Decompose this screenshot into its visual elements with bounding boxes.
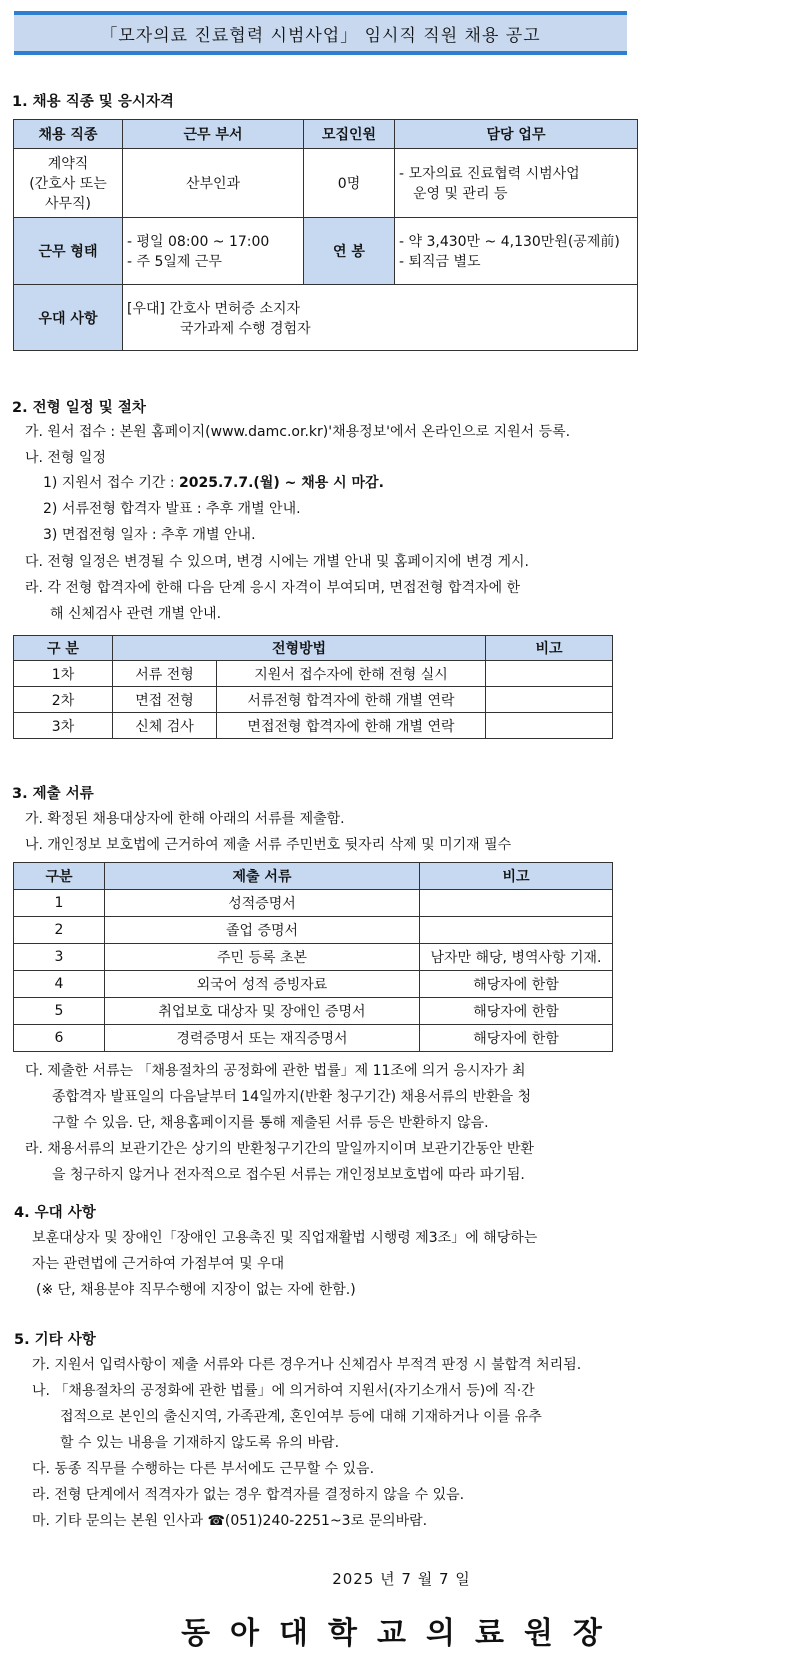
selection-table <box>13 635 613 739</box>
col-job-type: 채용 직종 <box>14 120 123 149</box>
preference-cell: [우대] 간호사 면허증 소지자 국가과제 수행 경험자 <box>123 285 638 351</box>
section4-heading: 4. 우대 사항 <box>14 1205 96 1221</box>
section5-heading: 5. 기타 사항 <box>14 1332 96 1348</box>
s3-line-d2: 을 청구하지 않거나 전자적으로 접수된 서류는 개인정보보호법에 따라 파기됨. <box>52 1167 525 1183</box>
col-doc-note: 비고 <box>420 863 613 890</box>
col-stage: 구 분 <box>14 636 113 661</box>
table-row: 3 주민 등록 초본 남자만 해당, 병역사항 기재. <box>14 944 613 971</box>
table-row: 2 졸업 증명서 <box>14 917 613 944</box>
col-note: 비고 <box>486 636 613 661</box>
table-row: 1 성적증명서 <box>14 890 613 917</box>
preference-label: 우대 사항 <box>14 285 123 351</box>
table-row: 3차 신체 검사 면접전형 합격자에 한해 개별 연락 <box>14 713 613 739</box>
s5-line-d: 라. 전형 단계에서 적격자가 없는 경우 합격자를 결정하지 않을 수 있음. <box>32 1487 465 1503</box>
work-type-cell: - 평일 08:00 ~ 17:00 - 주 5일제 근무 <box>123 218 304 285</box>
s5-line-e: 마. 기타 문의는 본원 인사과 ☎(051)240-2251~3로 문의바람. <box>32 1513 428 1529</box>
salary-label: 연 봉 <box>304 218 395 285</box>
s3-line-a: 가. 확정된 채용대상자에 한해 아래의 서류를 제출함. <box>25 811 345 827</box>
recruit-table <box>13 119 638 351</box>
salary-cell: - 약 3,430만 ~ 4,130만원(공제前) - 퇴직금 별도 <box>395 218 638 285</box>
s3-line-c1: 다. 제출한 서류는 「채용절차의 공정화에 관한 법률」제 11조에 의거 응시자가 최 <box>25 1063 526 1079</box>
section3-heading: 3. 제출 서류 <box>12 786 94 802</box>
section1-heading: 1. 채용 직종 및 응시자격 <box>12 94 174 110</box>
table-row: 5 취업보호 대상자 및 장애인 증명서 해당자에 한함 <box>14 998 613 1025</box>
documents-table <box>13 862 613 1052</box>
section2-heading: 2. 전형 일정 및 절차 <box>12 400 146 416</box>
s4-line-3: (※ 단, 채용분야 직무수행에 지장이 없는 자에 한함.) <box>36 1282 356 1298</box>
notice-date: 2025 년 7 월 7 일 <box>332 1570 471 1588</box>
s5-line-b3: 할 수 있는 내용을 기재하지 않도록 유의 바람. <box>60 1435 340 1451</box>
s5-line-c: 다. 동종 직무를 수행하는 다른 부서에도 근무할 수 있음. <box>32 1461 375 1477</box>
s4-line-1: 보훈대상자 및 장애인「장애인 고용촉진 및 직업재활법 시행령 제3조」에 해당하는 <box>32 1230 538 1246</box>
s2-line-d2: 해 신체검사 관련 개별 안내. <box>50 606 222 622</box>
work-type-label: 근무 형태 <box>14 218 123 285</box>
count-cell: 0명 <box>304 149 395 218</box>
col-method: 전형방법 <box>113 636 486 661</box>
s4-line-2: 자는 관련법에 근거하여 가점부여 및 우대 <box>32 1256 285 1272</box>
col-count: 모집인원 <box>304 120 395 149</box>
s2-line-b2: 2) 서류전형 합격자 발표 : 추후 개별 안내. <box>43 501 301 517</box>
s3-line-c3: 구할 수 있음. 단, 채용홈페이지를 통해 제출된 서류 등은 반환하지 않음. <box>52 1115 489 1131</box>
col-no: 구분 <box>14 863 105 890</box>
department-cell: 산부인과 <box>123 149 304 218</box>
col-duty: 담당 업무 <box>395 120 638 149</box>
table-row: 1차 서류 전형 지원서 접수자에 한해 전형 실시 <box>14 661 613 687</box>
s5-line-b1: 나. 「채용절차의 공정화에 관한 법률」에 의거하여 지원서(자기소개서 등)에 직·간 <box>32 1383 535 1399</box>
table-row: 4 외국어 성적 증빙자료 해당자에 한함 <box>14 971 613 998</box>
table-row: 2차 면접 전형 서류전형 합격자에 한해 개별 연락 <box>14 687 613 713</box>
s3-line-c2: 종합격자 발표일의 다음날부터 14일까지(반환 청구기간) 채용서류의 반환을 청 <box>52 1089 532 1105</box>
s2-line-b3: 3) 면접전형 일자 : 추후 개별 안내. <box>43 527 256 543</box>
job-type-cell: 계약직 (간호사 또는 사무직) <box>14 149 123 218</box>
s2-line-b: 나. 전형 일정 <box>25 450 106 466</box>
duty-cell: - 모자의료 진료협력 시범사업 운영 및 관리 등 <box>395 149 638 218</box>
col-department: 근무 부서 <box>123 120 304 149</box>
s2-line-c: 다. 전형 일정은 변경될 수 있으며, 변경 시에는 개별 안내 및 홈페이지에 변경 게시. <box>25 554 529 570</box>
s2-line-b1: 1) 지원서 접수 기간 : 2025.7.7.(월) ~ 채용 시 마감. <box>43 475 384 491</box>
col-doc: 제출 서류 <box>105 863 420 890</box>
s3-line-b: 나. 개인정보 보호법에 근거하여 제출 서류 주민번호 뒷자리 삭제 및 미기재 필수 <box>25 837 512 853</box>
s3-line-d1: 라. 채용서류의 보관기간은 상기의 반환청구기간의 말일까지이며 보관기간동안 반환 <box>25 1141 534 1157</box>
issuer-signature: 동아대학교의료원장 <box>181 1616 622 1651</box>
s2-line-a: 가. 원서 접수 : 본원 홈페이지(www.damc.or.kr)'채용정보'에서 온라인으로 지원서 등록. <box>25 424 571 440</box>
table-row: 6 경력증명서 또는 재직증명서 해당자에 한함 <box>14 1025 613 1052</box>
s5-line-a: 가. 지원서 입력사항이 제출 서류와 다른 경우거나 신체검사 부적격 판정 시 불합격 처리됨. <box>32 1357 582 1373</box>
s5-line-b2: 접적으로 본인의 출신지역, 가족관계, 혼인여부 등에 대해 기재하거나 이를 유추 <box>60 1409 542 1425</box>
s2-line-d1: 라. 각 전형 합격자에 한해 다음 단계 응시 자격이 부여되며, 면접전형 합격자에 한 <box>25 580 521 596</box>
page-title: 「모자의료 진료협력 시범사업」 임시직 직원 채용 공고 <box>14 11 627 55</box>
